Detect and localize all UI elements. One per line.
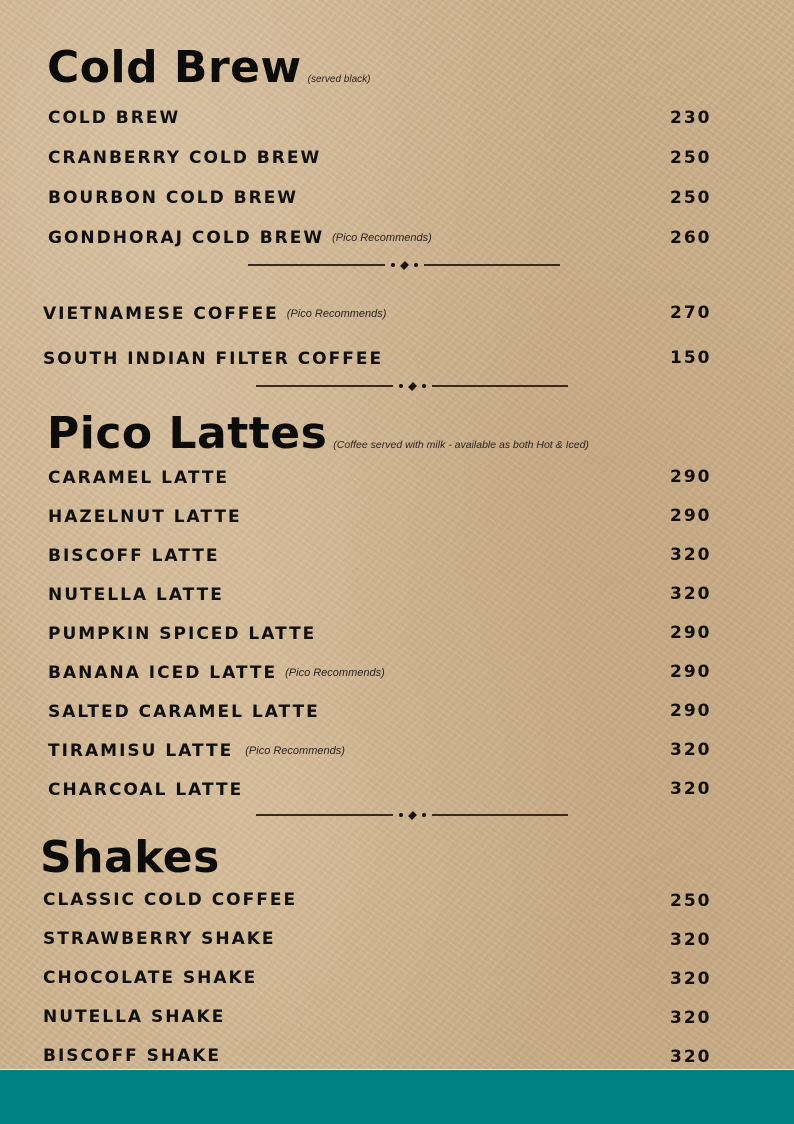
menu-item (48, 230, 432, 247)
item-name: SALTED CARAMEL LATTE (48, 702, 320, 722)
item-price: 320 (670, 1008, 712, 1028)
menu-item (43, 1009, 225, 1026)
item-name: STRAWBERRY SHAKE (43, 929, 276, 949)
item-name: NUTELLA LATTE (48, 585, 224, 605)
item-price: 320 (670, 969, 712, 989)
recommendation-note: (Pico Recommends) (286, 308, 387, 320)
item-price: 320 (670, 584, 712, 604)
menu-item (48, 743, 345, 760)
item-name: CHARCOAL LATTE (48, 780, 244, 800)
item-name: SOUTH INDIAN FILTER COFFEE (43, 349, 384, 369)
ornamental-divider (256, 810, 568, 820)
item-price: 290 (670, 506, 712, 526)
footer-color-bar (0, 1069, 794, 1124)
divider-line (424, 264, 561, 266)
item-price: 320 (670, 1047, 712, 1067)
item-price: 250 (670, 148, 712, 168)
menu-item (48, 150, 321, 167)
item-price: 320 (670, 779, 712, 799)
item-name: GONDHORAJ COLD BREW (48, 228, 325, 248)
item-price: 230 (670, 108, 712, 128)
item-price: 270 (670, 303, 712, 323)
menu-item (43, 970, 257, 987)
menu-item (48, 704, 320, 721)
divider-line (248, 264, 385, 266)
item-name: TIRAMISU LATTE (48, 741, 234, 761)
item-name: BISCOFF LATTE (48, 546, 220, 566)
menu-item (48, 548, 219, 565)
menu-item (43, 306, 386, 323)
item-price: 320 (670, 545, 712, 565)
item-price: 250 (670, 891, 712, 911)
pico-lattes-heading (47, 408, 589, 459)
item-price: 290 (670, 701, 712, 721)
menu-item (48, 509, 242, 526)
item-name: HAZELNUT LATTE (48, 507, 242, 527)
item-name: BISCOFF SHAKE (43, 1046, 222, 1066)
divider-line (432, 385, 569, 387)
section-title: Cold Brew (47, 42, 302, 93)
section-title: Pico Lattes (47, 408, 328, 459)
section-note: (served black) (307, 74, 371, 85)
recommendation-note: (Pico Recommends) (285, 667, 385, 679)
recommendation-note: (Pico Recommends) (332, 232, 432, 244)
item-price: 150 (670, 348, 712, 368)
divider-ornament-icon (399, 812, 426, 819)
divider-line (256, 814, 393, 816)
item-price: 320 (670, 740, 712, 760)
menu-item (43, 1048, 221, 1065)
item-name: BOURBON COLD BREW (48, 188, 299, 208)
menu-item (48, 190, 298, 207)
menu-item (43, 351, 383, 368)
menu-item (48, 110, 180, 127)
menu-item (48, 782, 243, 799)
menu-item (43, 931, 276, 948)
menu-item (48, 587, 224, 604)
menu-item (48, 470, 229, 487)
ornamental-divider (248, 260, 560, 270)
section-note: (Coffee served with milk - available as both Hot & Iced) (333, 439, 589, 451)
divider-ornament-icon (391, 262, 418, 269)
item-name: BANANA ICED LATTE (48, 663, 278, 683)
item-price: 290 (670, 623, 712, 643)
cold-brew-heading (47, 42, 371, 93)
divider-line (256, 385, 393, 387)
item-price: 290 (670, 662, 712, 682)
item-price: 260 (670, 228, 712, 248)
menu-item (48, 626, 316, 643)
recommendation-note: (Pico Recommends) (245, 745, 345, 757)
item-price: 250 (670, 188, 712, 208)
item-name: VIETNAMESE COFFEE (43, 304, 279, 324)
ornamental-divider (256, 381, 568, 391)
item-price: 290 (670, 467, 712, 487)
section-title: Shakes (40, 832, 220, 883)
item-name: CARAMEL LATTE (48, 468, 230, 488)
divider-line (432, 814, 569, 816)
item-name: CLASSIC COLD COFFEE (43, 890, 298, 910)
menu-item (48, 665, 385, 682)
item-name: NUTELLA SHAKE (43, 1007, 226, 1027)
item-name: CHOCOLATE SHAKE (43, 968, 258, 988)
shakes-heading (40, 832, 220, 883)
item-name: COLD BREW (48, 108, 181, 128)
menu-item (43, 892, 297, 909)
item-name: CRANBERRY COLD BREW (48, 148, 322, 168)
divider-ornament-icon (399, 383, 426, 390)
item-price: 320 (670, 930, 712, 950)
item-name: PUMPKIN SPICED LATTE (48, 624, 317, 644)
